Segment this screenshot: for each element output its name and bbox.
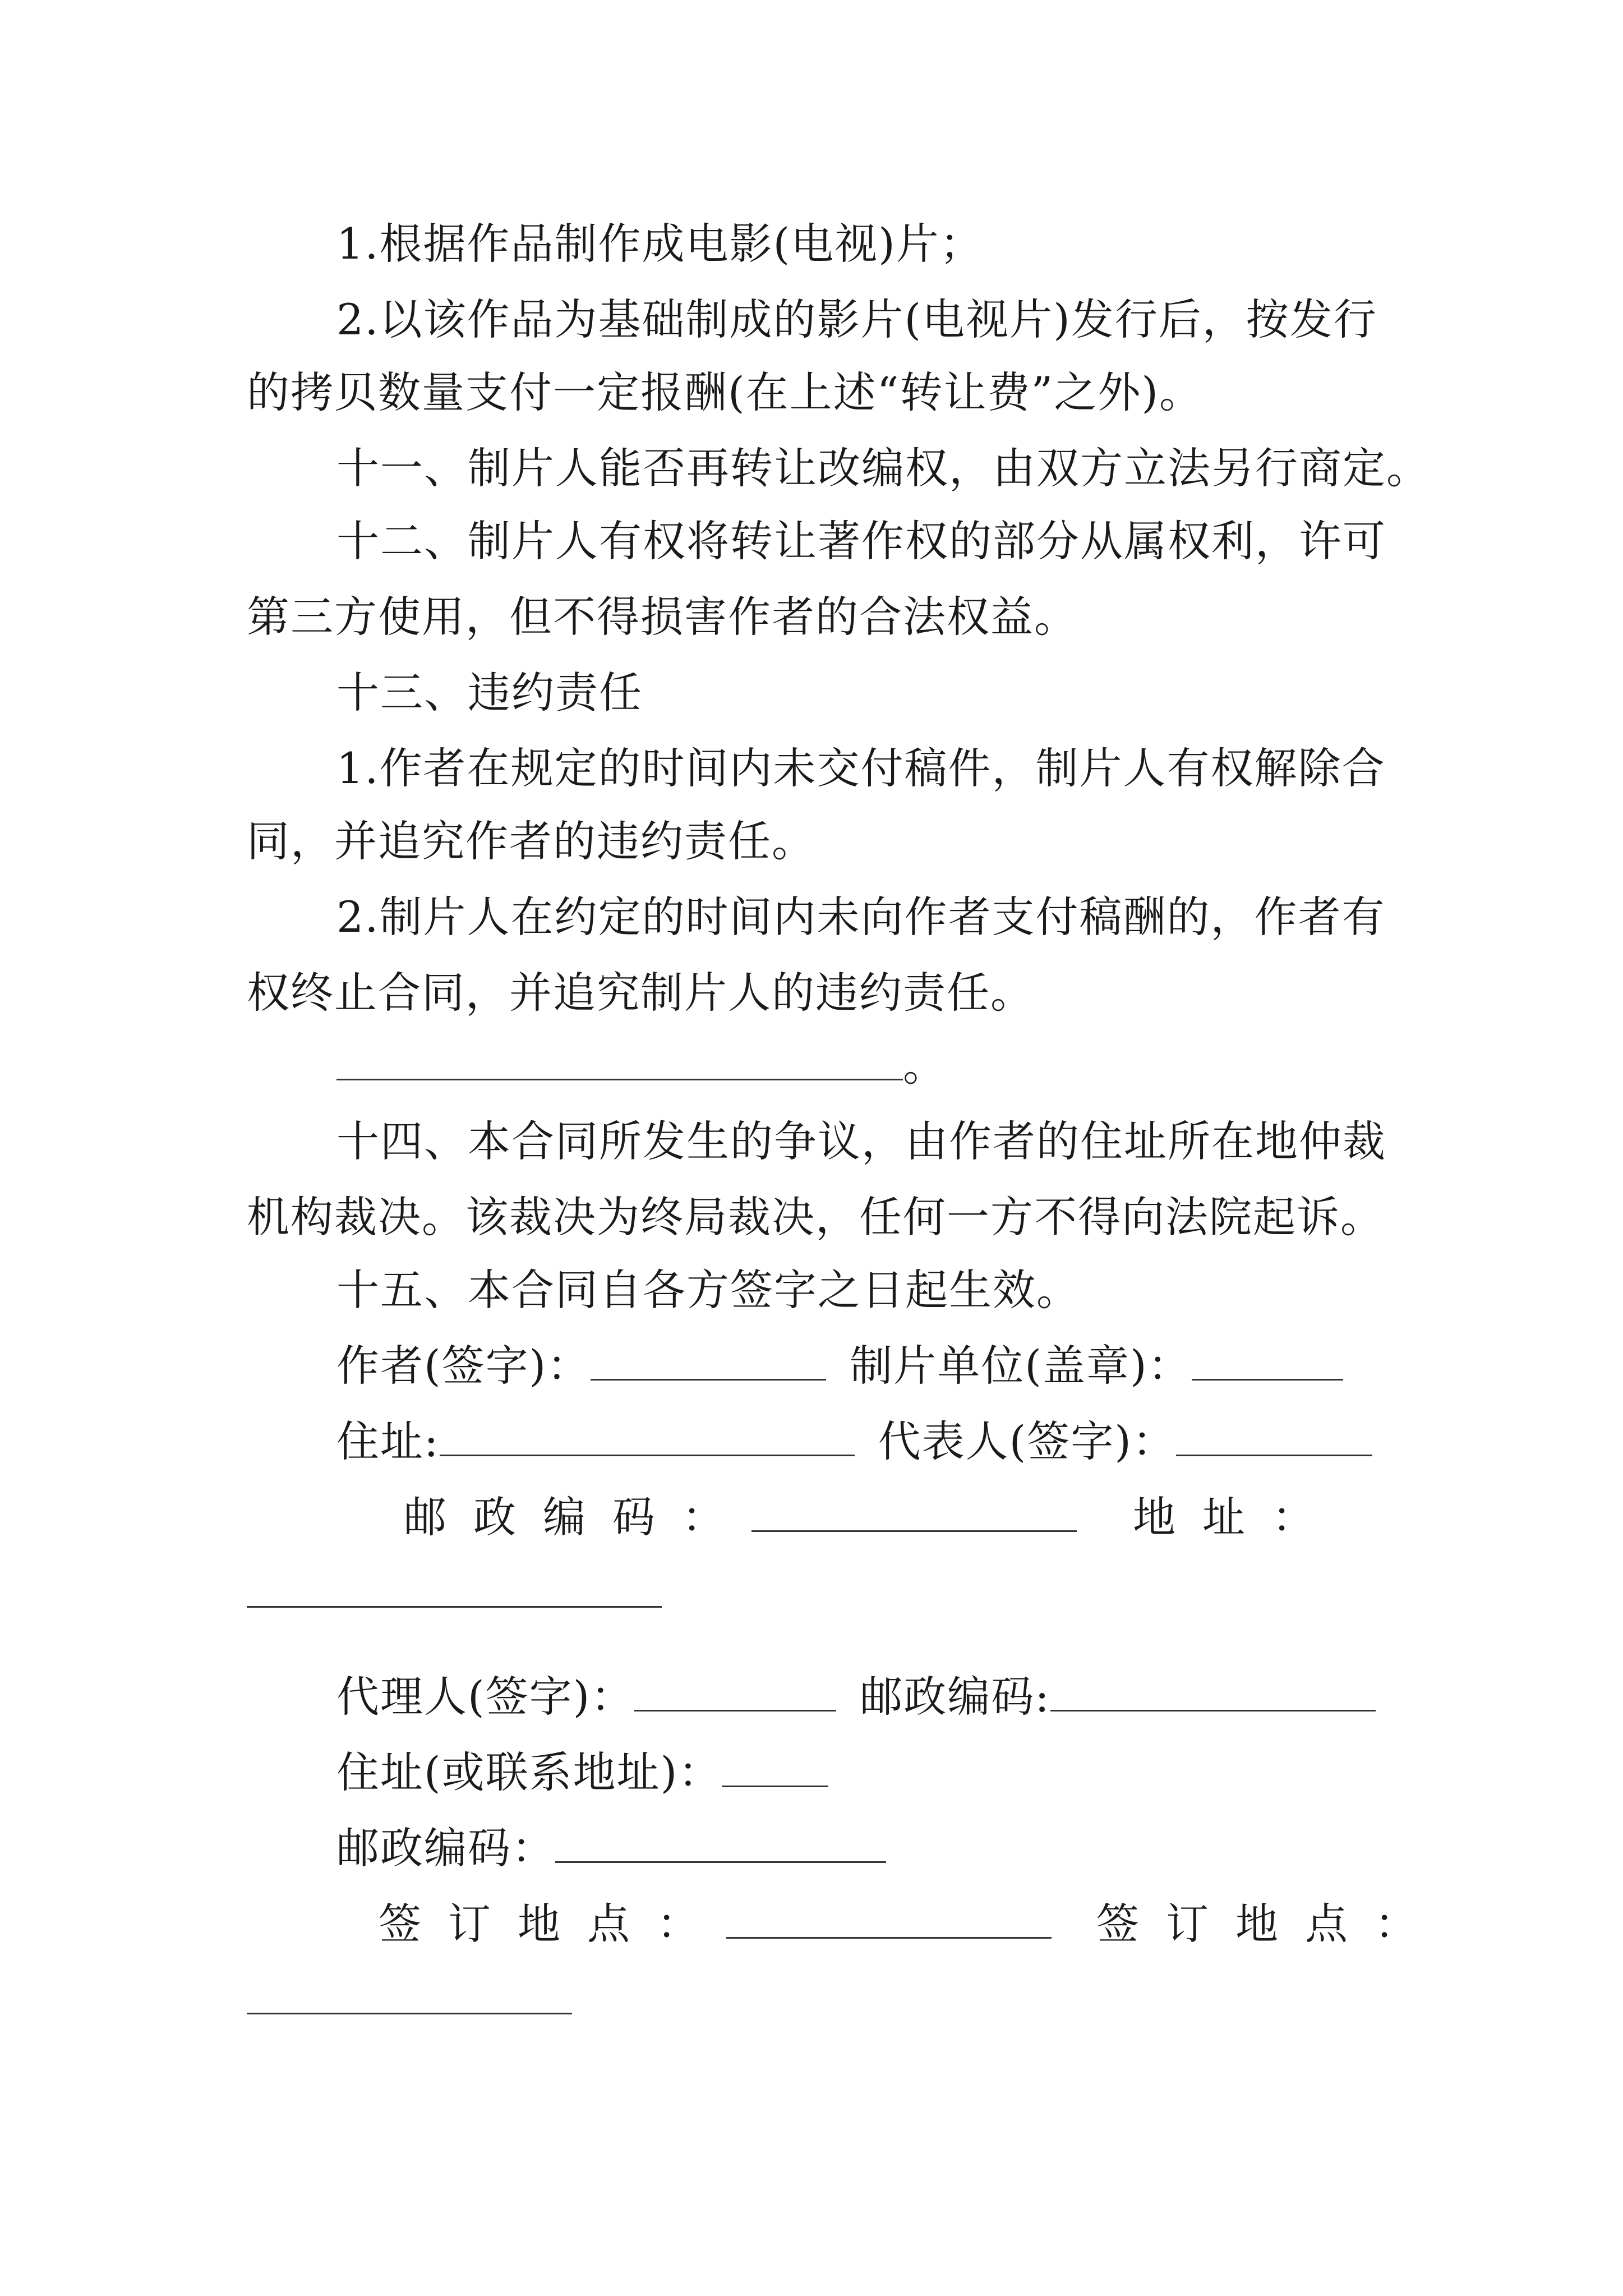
clause-14-line-2: 机构裁决。该裁决为终局裁决，任何一方不得向法院起诉。 [247, 1192, 1384, 1242]
clause-10-item-1: 1.根据作品制作成电影(电视)片； [336, 219, 984, 269]
agent-postcode-label: 邮政编码: [860, 1672, 1050, 1722]
signature-row-postcode-spaced [404, 1489, 1341, 1545]
author-postcode-label: 邮政编码： [404, 1492, 751, 1542]
sign-place-field-1[interactable] [726, 1902, 1052, 1939]
blank-clause-period: 。 [903, 1041, 947, 1091]
clause-13-item-2-line-1: 2.制片人在约定的时间内未向作者支付稿酬的，作者有 [336, 892, 1386, 942]
clause-10-item-2-line-2: 的拷贝数量支付一定报酬(在上述“转让费”之外)。 [247, 367, 1204, 417]
clause-13-heading: 十三、违约责任 [336, 668, 643, 717]
clause-12-line-2: 第三方使用，但不得损害作者的合法权益。 [247, 592, 1078, 642]
author-signature-field[interactable] [591, 1344, 826, 1381]
representative-signature-label: 代表人(签字)： [878, 1416, 1176, 1466]
postcode-label: 邮政编码： [336, 1823, 555, 1873]
blank-clause-line [336, 1038, 947, 1094]
blank-underline[interactable] [336, 1044, 903, 1080]
sign-place-label-2: 签订地点： [1096, 1899, 1444, 1949]
clause-11: 十一、制片人能否再转让改编权，由双方立法另行商定。 [336, 443, 1430, 493]
agent-postcode-field[interactable] [1050, 1675, 1376, 1711]
clause-15: 十五、本合同自各方签字之日起生效。 [336, 1265, 1080, 1315]
representative-signature-field[interactable] [1176, 1420, 1372, 1456]
producer-seal-label: 制片单位(盖章)： [850, 1341, 1192, 1391]
producer-seal-field[interactable] [1192, 1344, 1343, 1381]
author-address-field[interactable] [440, 1420, 855, 1456]
postcode-field[interactable] [555, 1826, 886, 1863]
signature-row-address [336, 1414, 1372, 1470]
author-address-label: 住址: [336, 1416, 440, 1466]
author-signature-label: 作者(签字)： [336, 1341, 591, 1391]
author-postcode-field[interactable] [751, 1496, 1077, 1532]
contact-address-label: 住址(或联系地址)： [336, 1747, 722, 1797]
signature-row-postcode [336, 1820, 886, 1876]
sign-place-label-1: 签订地点： [379, 1899, 726, 1949]
sign-place-field-2[interactable] [247, 1978, 572, 2014]
signature-row-sign-place [379, 1896, 1444, 1952]
producer-address-field[interactable] [247, 1571, 662, 1608]
agent-signature-field[interactable] [634, 1675, 836, 1711]
clause-10-item-2-line-1: 2.以该作品为基础制成的影片(电视片)发行后，按发行 [336, 295, 1377, 344]
signature-row-author [336, 1338, 1343, 1394]
clause-13-item-1-line-2: 同，并追究作者的违约责任。 [247, 816, 815, 866]
clause-14-line-1: 十四、本合同所发生的争议，由作者的住址所在地仲裁 [336, 1116, 1386, 1166]
contact-address-field[interactable] [722, 1751, 828, 1787]
signature-row-contact-address [336, 1745, 828, 1801]
producer-address-continuation [247, 1565, 662, 1621]
clause-12-line-1: 十二、制片人有权将转让著作权的部分从属权利，许可 [336, 516, 1386, 566]
clause-13-item-2-line-2: 权终止合同，并追究制片人的违约责任。 [247, 968, 1034, 1018]
agent-signature-label: 代理人(签字)： [336, 1672, 635, 1722]
clause-13-item-1-line-1: 1.作者在规定的时间内未交付稿件，制片人有权解除合 [336, 743, 1386, 793]
sign-place-continuation [247, 1972, 572, 2028]
signature-row-agent [336, 1669, 1376, 1725]
producer-address-label: 地址： [1133, 1492, 1341, 1542]
